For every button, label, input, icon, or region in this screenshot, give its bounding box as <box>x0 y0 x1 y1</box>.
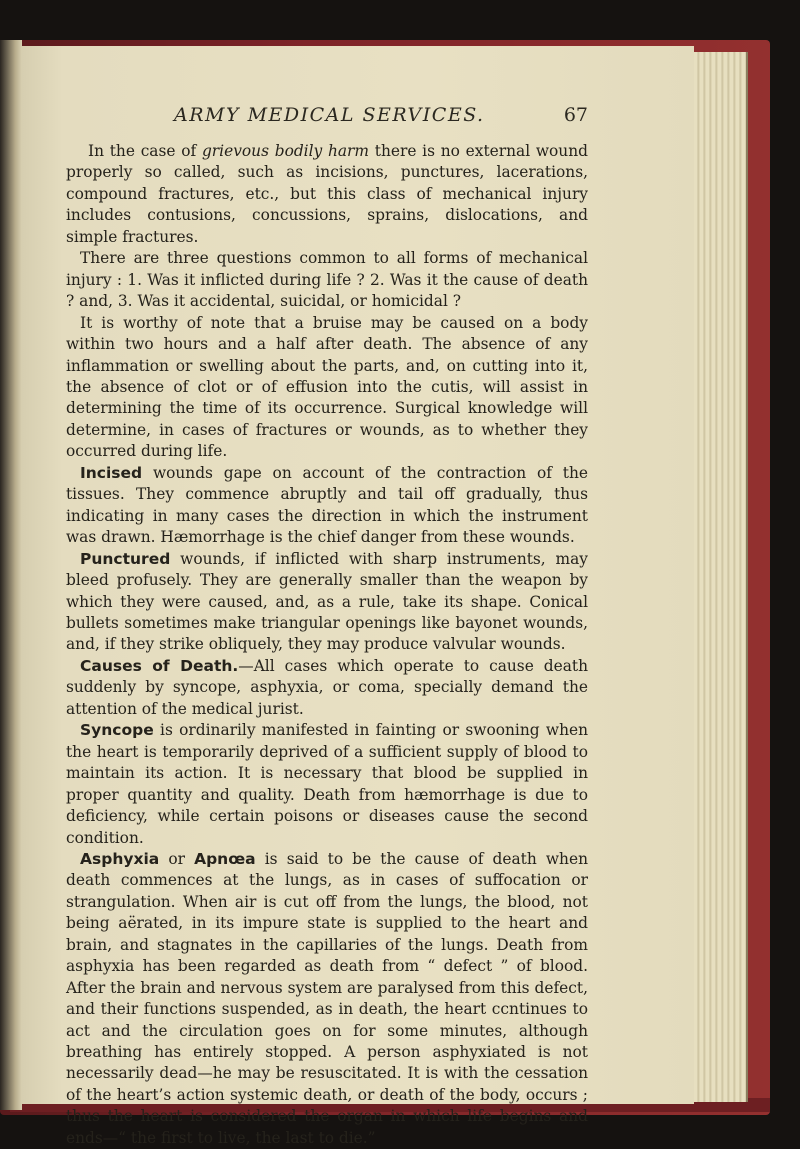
page-text <box>66 141 588 1149</box>
paragraph-causes-of-death <box>66 656 588 720</box>
paragraph-text: It is worthy of note that a bruise may be caused on a body within two hours and a half after death. The absence of any inflammation or swelling about the parts, and, on cutting into it, the absence of clot or of effusion into the cutis, will assist in determining the time of its occurrence. Surgical knowledge will determine, in cases of fractures or wounds, as to whether they occurred during life. <box>66 313 588 461</box>
paragraph-text: or <box>159 849 195 868</box>
paragraph-incised <box>66 463 588 549</box>
paragraph-text: —All cases which operate to cause death suddenly by syncope, asphyxia, or coma, specially demand the attention of the medical jurist. <box>66 656 588 718</box>
section-heading: Incised <box>80 463 143 482</box>
paragraph-text: There are three questions common to all forms of mechanical injury : 1. Was it inflicted during life ? 2. Was it the cause of death ? and, 3. Was it accidental, suicidal, or homicidal ? <box>66 249 588 311</box>
italic-term: grievous bodily harm <box>201 142 370 160</box>
paragraph-asphyxia <box>66 849 588 1149</box>
page-stack-edges <box>688 52 748 1102</box>
paragraph-text: is ordinarily manifested in fainting or swooning when the heart is temporarily deprived of a sufficient supply of blood to maintain its action. It is necessary that blood be supplied in proper quantity and quality. Death from hæmorrhage is due to deficiency, while certain poisons or diseases cause the second condition. <box>66 721 588 847</box>
paragraph-text: is said to be the cause of death when death commences at the lungs, as in cases of suffocation or strangulation. When air is cut off from the lungs, the blood, not being aërated, in its impure state is supplied to the heart and brain, and stagnates in the capillaries of the lungs. Death from asphyxia has been regarded as death from “ defect ” of blood. After the brain and nervous system are paralysed from this defect, and their functions suspended, as in death, the heart ccntinues to act and the circulation goes on for some minutes, although breathing has entirely stopped. A person asphyxiated is not necessarily dead—he may be resuscitated. It is with the cessation of the heart’s action systemic death, or death of the body, occurs ; thus the heart is considered the organ in which life begins and ends—“ the first to live, the last to die.” <box>66 849 588 1147</box>
page-number: 67 <box>563 104 588 126</box>
paragraph-questions <box>66 248 588 312</box>
paragraph-text: wounds, if inflicted with sharp instruments, may bleed profusely. They are generally smaller than the weapon by which they were caused, and, as a rule, take its shape. Conical bullets sometimes make triangular openings like bayonet wounds, and, if they strike obliquely, they may produce valvular wounds. <box>66 549 588 654</box>
running-title: ARMY MEDICAL SERVICES. <box>174 104 485 126</box>
paragraph-text: wounds gape on account of the contraction of the tissues. They commence abruptly and tail off gradually, thus indicating in many cases the direction in which the instrument was drawn. Hæmorrhage is the chief danger from these wounds. <box>66 463 588 547</box>
section-heading: Apnœa <box>194 849 256 868</box>
section-heading: Asphyxia <box>80 849 160 868</box>
paragraph-text: there is no external wound properly so called, such as incisions, punctures, lacerations, compound fractures, etc., but this class of mechanical injury includes contusions, concussions, sprains, dislocations, and simple fractures. <box>66 142 588 246</box>
paragraph-syncope <box>66 720 588 849</box>
left-page-edge <box>0 40 22 1110</box>
paragraph-text: In the case of <box>88 142 202 160</box>
page-header <box>88 104 588 134</box>
paragraph-punctured <box>66 549 588 656</box>
paragraph-bruise <box>66 313 588 463</box>
section-heading: Punctured <box>80 549 171 568</box>
paragraph-grievous-harm <box>66 141 588 248</box>
section-heading: Syncope <box>80 721 154 740</box>
section-heading: Causes of Death. <box>80 656 239 675</box>
